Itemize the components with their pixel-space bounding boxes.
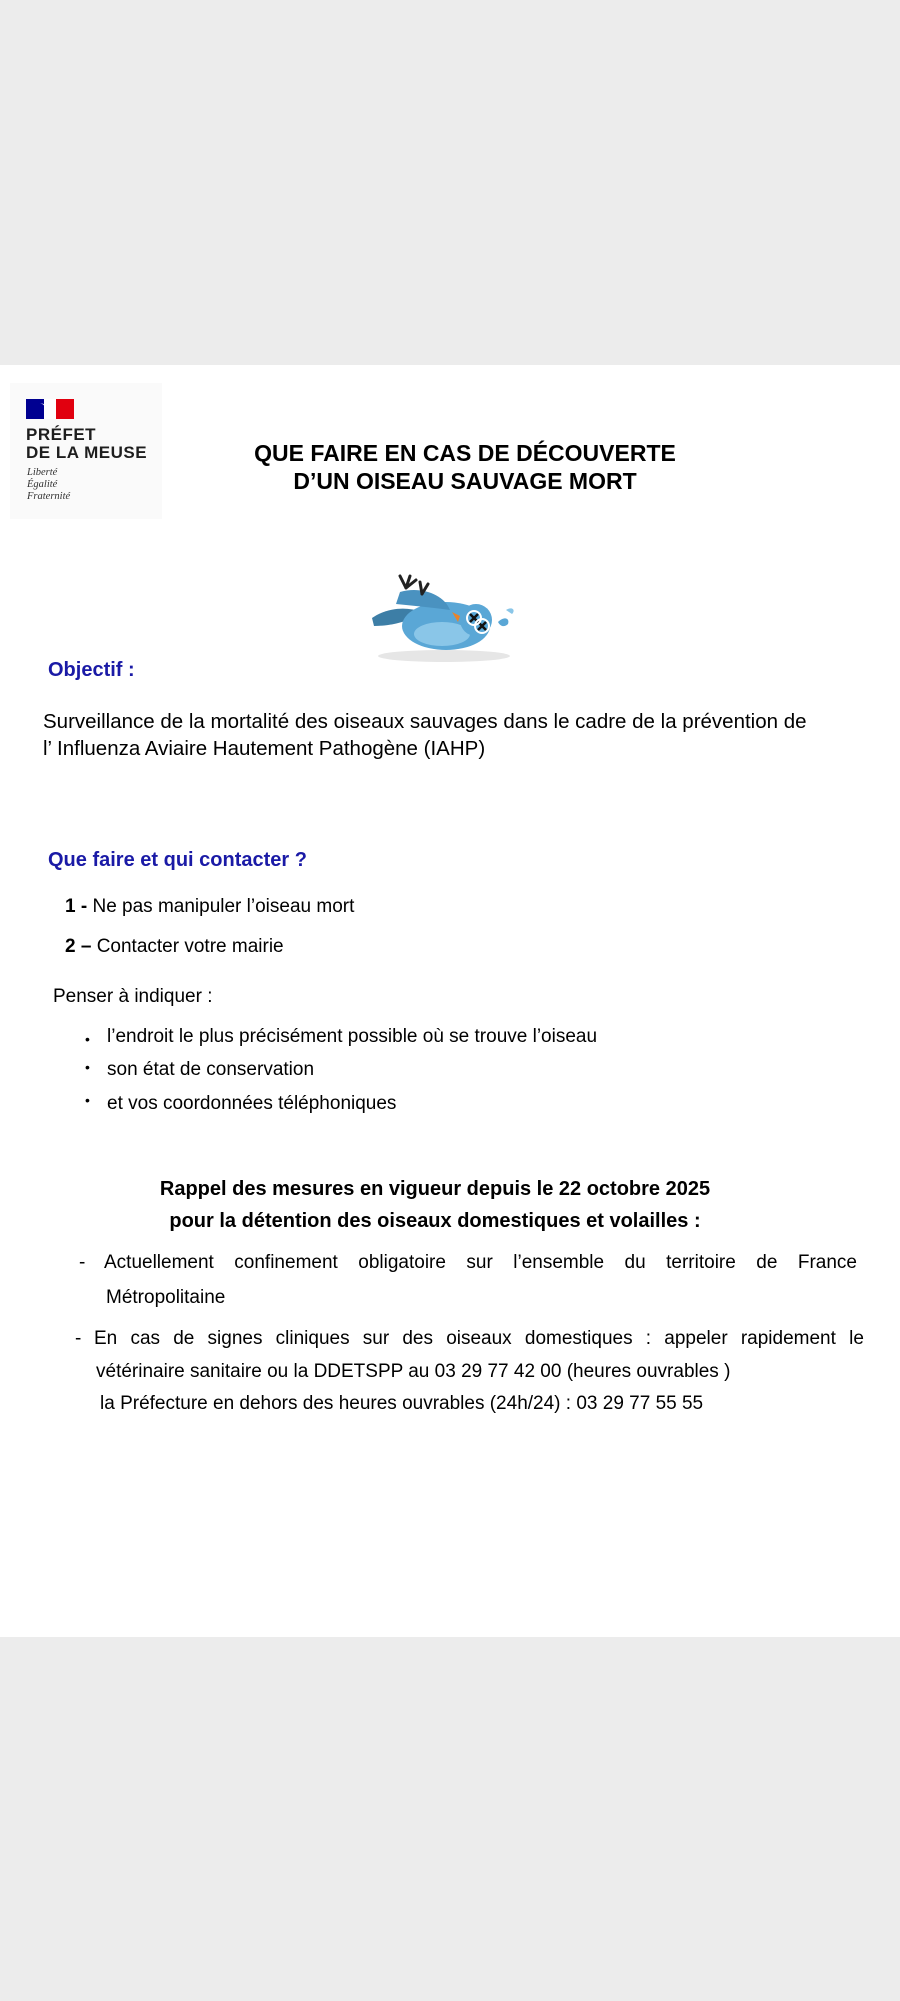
word: : <box>645 1328 652 1349</box>
word: l’ensemble <box>513 1252 605 1273</box>
bullet-item-3: et vos coordonnées téléphoniques <box>107 1093 397 1114</box>
step-1-text: Ne pas manipuler l’oiseau mort <box>92 896 355 917</box>
logo-prefet: PRÉFET <box>26 425 97 444</box>
prefecture-logo <box>10 383 162 519</box>
step-1-number: 1 - <box>65 896 88 917</box>
rappel-item-2-dash: - <box>75 1328 82 1349</box>
word: confinement <box>234 1252 338 1273</box>
rappel-line-1: Rappel des mesures en vigueur depuis le 22 octobre 2025 <box>159 1178 711 1200</box>
bullet-dot: • <box>85 1031 90 1047</box>
rappel-item-1-dash: - <box>79 1252 86 1273</box>
word: le <box>849 1328 864 1349</box>
bullet-item-1: l’endroit le plus précisément possible où se trouve l’oiseau <box>107 1026 598 1047</box>
word: de <box>756 1252 778 1273</box>
bullet-dot: • <box>85 1092 90 1108</box>
word: cliniques <box>275 1328 350 1349</box>
word: obligatoire <box>358 1252 446 1273</box>
rappel-item-1-line-2: Métropolitaine <box>106 1287 226 1308</box>
word: de <box>173 1328 195 1349</box>
motto-liberte: Liberté <box>27 467 58 478</box>
motto-fraternite: Fraternité <box>27 491 71 502</box>
step-2-text: Contacter votre mairie <box>96 936 284 957</box>
word: Actuellement <box>104 1252 214 1273</box>
rappel-item-1-line-1 <box>104 1252 857 1274</box>
french-flag-icon <box>26 399 74 419</box>
word: des <box>402 1328 433 1349</box>
objectif-line-2: l’ Influenza Aviaire Hautement Pathogène (IAHP) <box>43 737 486 760</box>
word: rapidement <box>740 1328 836 1349</box>
step-2 <box>65 936 284 958</box>
word: territoire <box>666 1252 736 1273</box>
word: oiseaux <box>446 1328 512 1349</box>
word: du <box>624 1252 646 1273</box>
word: France <box>797 1252 857 1273</box>
motto-egalite: Égalité <box>27 479 58 490</box>
logo-de-la-meuse: DE LA MEUSE <box>26 443 148 462</box>
word: domestiques <box>524 1328 633 1349</box>
contact-heading: Que faire et qui contacter ? <box>48 849 307 871</box>
penser-label: Penser à indiquer : <box>53 986 213 1007</box>
word: sur <box>362 1328 390 1349</box>
step-1 <box>65 896 354 918</box>
word: cas <box>130 1328 161 1349</box>
word: En <box>94 1328 118 1349</box>
rappel-line-2: pour la détention des oiseaux domestiques et volailles : <box>169 1210 701 1232</box>
step-2-number: 2 – <box>65 936 92 957</box>
bullet-dot: • <box>85 1059 90 1075</box>
title-line-1: QUE FAIRE EN CAS DE DÉCOUVERTE <box>254 440 676 466</box>
word: sur <box>466 1252 493 1273</box>
objectif-line-1: Surveillance de la mortalité des oiseaux sauvages dans le cadre de la prévention de <box>43 710 807 733</box>
objectif-text <box>43 708 883 762</box>
rappel-item-2-line-2: vétérinaire sanitaire ou la DDETSPP au 03 29 77 42 00 (heures ouvrables ) <box>96 1361 731 1382</box>
document-page <box>0 365 900 1637</box>
word: signes <box>207 1328 263 1349</box>
rappel-item-2-line-1 <box>94 1328 864 1350</box>
word: appeler <box>664 1328 728 1349</box>
bullet-item-2: son état de conservation <box>107 1059 315 1080</box>
objectif-heading: Objectif : <box>48 659 135 681</box>
title-line-2: D’UN OISEAU SAUVAGE MORT <box>293 468 637 494</box>
rappel-item-2-line-3: la Préfecture en dehors des heures ouvrables (24h/24) : 03 29 77 55 55 <box>100 1393 704 1414</box>
dead-bird-icon <box>366 572 522 664</box>
page-title <box>200 439 730 495</box>
